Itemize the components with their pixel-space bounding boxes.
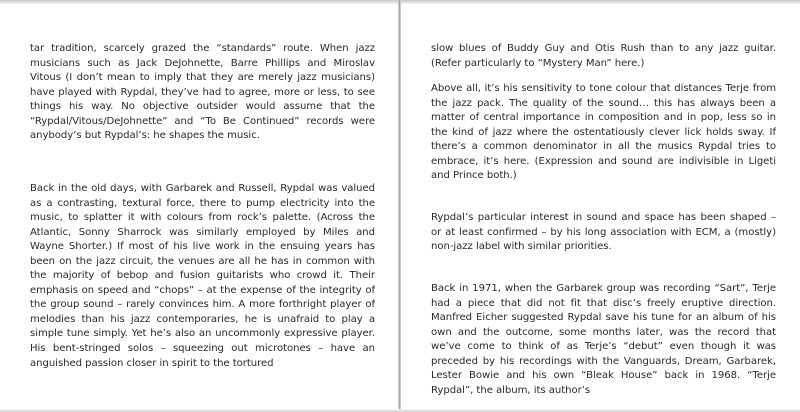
right-paragraph-4: Back in 1971, when the Garbarek group was recording “Sart”, Terje had a piece that did not fit that disc’s freely eruptive direction. Manfred Eicher suggested Rypdal save his tune for an album of his own and the outcome, some months later, was the record that we’ve come to think of as Terje’s “debut” even though it was preceded by his recordings with the Vanguards, Dream, Garbarek, Lester Bowie and his own “Bleak House” back in 1968. “Terje Rypdal”, the album, its author’s: [431, 283, 776, 396]
left-paragraph-2: Back in the old days, with Garbarek and Russell, Rypdal was valued as a contrasting, textural force, there to pump electricity into the music, to splatter it with colours from rock’s palette. (Across the Atlantic, Sonny Sharrock was similarly employed by Miles and Wayne Shorter.) If most of his live work in the ensuing years has been on the jazz circuit, the venues are all he has in common with the majority of bebop and fusion guitarists who crowd it. Their emphasis on speed and “chops” – at the expense of the integrity of the group sound – rarely convinces him. A more forthright player of melodies than his jazz contemporaries, he is unafraid to play a simple tune simply. Yet he’s also an uncommonly expressive player. His bent-stringed solos – squeezing out microtones – have an anguished passion closer in spirit to the tortured: [30, 183, 375, 369]
left-paragraph-1: tar tradition, scarcely grazed the “standards” route. When jazz musicians such as Jack DeJohnette, Barre Phillips and Miroslav Vitous (I don’t mean to imply that they are merely jazz musicians) have played with Rypdal, they’ve had to agree, more or less, to see things his way. No objective outsider would assume that the “Rypdal/Vitous/DeJohnette” and “To Be Continued” records were anybody’s but Rypdal’s: he shapes the music.: [30, 43, 375, 142]
right-page: [431, 0, 776, 412]
right-paragraph-2: Above all, it’s his sensitivity to tone colour that distances Terje from the jazz pack. The quality of the sound… this has always been a matter of central importance in composition and in pop, less so in the kind of jazz where the ostentatiously clever lick holds sway. If there’s a common denominator in all the musics Rypdal tries to embrace, it’s here. (Expression and sound are indivisible in Ligeti and Prince both.): [431, 83, 776, 182]
center-fold: [398, 0, 401, 412]
left-page: [30, 0, 375, 412]
right-paragraph-3: Rypdal’s particular interest in sound and space has been shaped – or at least confirmed – by his long association with ECM, a (mostly) non-jazz label with similar priorities.: [431, 212, 776, 253]
right-paragraph-1: slow blues of Buddy Guy and Otis Rush than to any jazz guitar. (Refer particularly to “Mystery Man” here.): [431, 43, 776, 69]
